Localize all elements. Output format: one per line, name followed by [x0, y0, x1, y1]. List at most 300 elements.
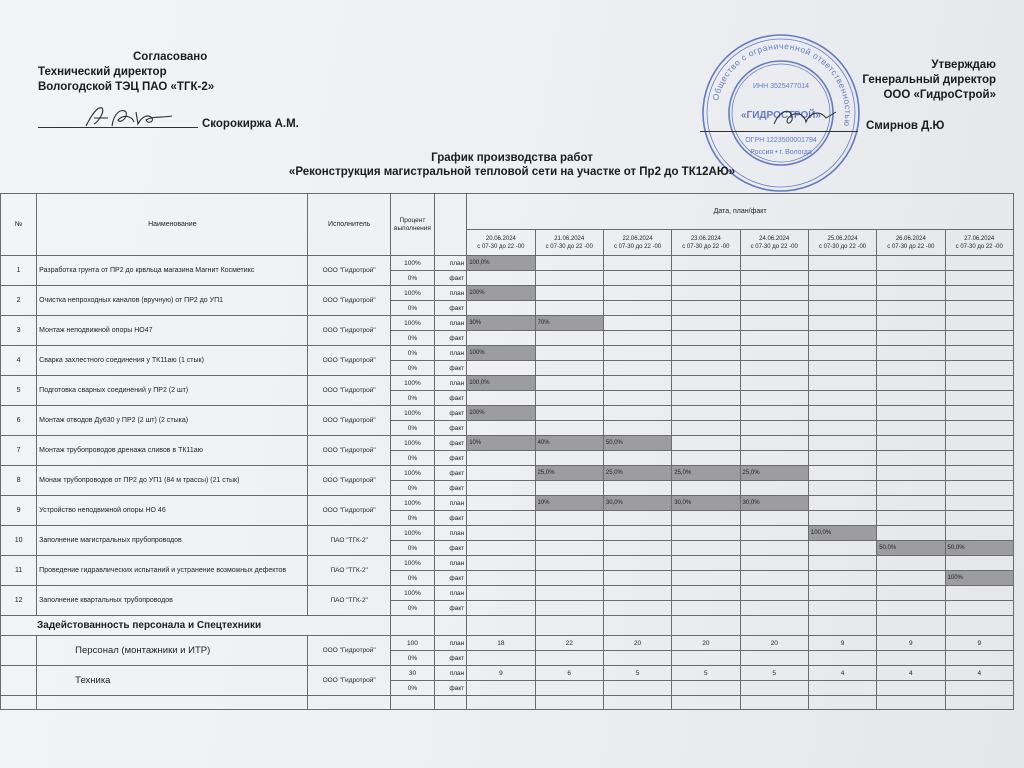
- gantt-cell: [877, 406, 945, 421]
- gantt-cell: [535, 571, 603, 586]
- date-label: 24.06.2024: [759, 235, 790, 242]
- gantt-cell: [877, 421, 945, 436]
- date-time: с 07-30 до 22 -00: [955, 243, 1003, 250]
- date-time: с 07-30 до 22 -00: [818, 243, 867, 250]
- gantt-cell: [672, 331, 740, 346]
- gantt-cell: [603, 286, 671, 301]
- empty-cell: [603, 616, 671, 636]
- row-executor: ООО "Гидротрой": [308, 636, 390, 666]
- row-type: план: [435, 256, 467, 271]
- row-type: план: [435, 666, 467, 681]
- gantt-cell: 30,0%: [740, 496, 808, 511]
- stamp-ring-text: Общество с ограниченной ответственностью: [710, 40, 854, 128]
- row-percent: 100%: [390, 256, 434, 271]
- row-name: Монтаж трубопроводов дренажа сливов в ТК11аю: [37, 436, 308, 466]
- gantt-cell: 4: [808, 666, 876, 681]
- row-number: [1, 636, 37, 666]
- row-type: план: [435, 636, 467, 651]
- gantt-cell: [740, 376, 808, 391]
- row-name: Монаж трубопроводов от ПР2 до УП1 (84 м трассы) (21 стык): [37, 466, 308, 496]
- gantt-cell: [467, 586, 535, 601]
- resources-title: Задейстованность персонала и Спецтехники: [1, 616, 391, 636]
- gantt-cell: [945, 361, 1013, 376]
- gantt-cell: [877, 376, 945, 391]
- row-type: план: [435, 526, 467, 541]
- row-type: факт: [435, 391, 467, 406]
- gantt-cell: 6: [535, 666, 603, 681]
- gantt-cell: [603, 376, 671, 391]
- gantt-cell: [535, 541, 603, 556]
- gantt-cell: [740, 256, 808, 271]
- gantt-cell: [808, 361, 876, 376]
- gantt-cell: [535, 601, 603, 616]
- header-name: Наименование: [37, 194, 308, 256]
- row-type: план: [435, 316, 467, 331]
- gantt-cell: 50,0%: [945, 541, 1013, 556]
- row-percent: 100%: [390, 496, 434, 511]
- gantt-cell: [467, 331, 535, 346]
- gantt-cell: [877, 301, 945, 316]
- empty-cell: [945, 616, 1013, 636]
- gantt-cell: [603, 346, 671, 361]
- empty-cell: [603, 696, 671, 710]
- row-type: факт: [435, 466, 467, 481]
- gantt-cell: 100%: [467, 286, 535, 301]
- gantt-cell: [945, 346, 1013, 361]
- gantt-cell: [877, 481, 945, 496]
- row-name: Персонал (монтажники и ИТР): [37, 636, 308, 666]
- row-executor: ПАО "ТГК-2": [308, 526, 390, 556]
- row-type: факт: [435, 651, 467, 666]
- empty-cell: [390, 696, 434, 710]
- gantt-cell: [672, 376, 740, 391]
- row-percent: 0%: [390, 271, 434, 286]
- date-time: с 07-30 до 22 -00: [682, 243, 730, 250]
- date-header: [877, 230, 945, 256]
- gantt-cell: [603, 256, 671, 271]
- row-type: план: [435, 346, 467, 361]
- row-name: Устройство неподвижной опоры НО 46: [37, 496, 308, 526]
- row-name: Заполнение магистральных прубопроводов: [37, 526, 308, 556]
- gantt-cell: 5: [603, 666, 671, 681]
- gantt-cell: [740, 421, 808, 436]
- row-executor: ООО "Гидротрой": [308, 286, 390, 316]
- row-percent: 0%: [390, 346, 434, 361]
- gantt-cell: [945, 466, 1013, 481]
- row-percent: 100%: [390, 376, 434, 391]
- gantt-cell: 25,0%: [535, 466, 603, 481]
- gantt-cell: [945, 271, 1013, 286]
- gantt-cell: [740, 271, 808, 286]
- row-executor: ООО "Гидротрой": [308, 666, 390, 696]
- gantt-cell: [945, 681, 1013, 696]
- row-number: [1, 666, 37, 696]
- date-time: с 07-30 до 22 -00: [613, 243, 662, 250]
- gantt-cell: [535, 361, 603, 376]
- row-executor: ООО "Гидротрой": [308, 466, 390, 496]
- gantt-cell: [603, 681, 671, 696]
- row-executor: ООО "Гидротрой": [308, 376, 390, 406]
- gantt-cell: [808, 346, 876, 361]
- row-percent: 0%: [390, 301, 434, 316]
- task-row-plan: [1, 436, 1014, 451]
- gantt-cell: [740, 586, 808, 601]
- empty-cell: [37, 696, 308, 710]
- gantt-cell: 25,0%: [740, 466, 808, 481]
- gantt-cell: [467, 466, 535, 481]
- gantt-cell: [877, 436, 945, 451]
- row-executor: ПАО "ТГК-2": [308, 586, 390, 616]
- row-name: Техника: [37, 666, 308, 696]
- row-type: факт: [435, 511, 467, 526]
- stamp-ogrn: ОГРН 1223500001794: [745, 137, 817, 144]
- row-percent: 0%: [390, 421, 434, 436]
- gantt-cell: [740, 406, 808, 421]
- gantt-cell: [535, 586, 603, 601]
- gantt-cell: [808, 496, 876, 511]
- gantt-cell: [672, 541, 740, 556]
- gantt-cell: [740, 391, 808, 406]
- gantt-cell: [535, 331, 603, 346]
- gantt-cell: [877, 556, 945, 571]
- row-number: 3: [1, 316, 37, 346]
- task-row-plan: [1, 466, 1014, 481]
- gantt-cell: [945, 481, 1013, 496]
- gantt-cell: [808, 466, 876, 481]
- row-number: 10: [1, 526, 37, 556]
- row-type: факт: [435, 436, 467, 451]
- gantt-cell: [945, 421, 1013, 436]
- gantt-cell: [808, 286, 876, 301]
- approval-right: [862, 58, 996, 103]
- task-row-plan: [1, 496, 1014, 511]
- approval-left-name: Скорокиржа А.М.: [202, 118, 299, 130]
- gantt-cell: [603, 511, 671, 526]
- row-type: факт: [435, 451, 467, 466]
- empty-cell: [877, 696, 945, 710]
- gantt-cell: [808, 651, 876, 666]
- gantt-cell: [535, 286, 603, 301]
- gantt-cell: [945, 376, 1013, 391]
- gantt-cell: [945, 256, 1013, 271]
- gantt-cell: [808, 601, 876, 616]
- gantt-cell: [535, 556, 603, 571]
- gantt-cell: [535, 271, 603, 286]
- date-time: с 07-30 до 22 -00: [477, 243, 525, 250]
- gantt-cell: 25,0%: [603, 466, 671, 481]
- personnel-row-plan: [1, 636, 1014, 651]
- date-label: 20.06.2024: [485, 235, 516, 242]
- gantt-cell: [877, 466, 945, 481]
- header-executor: Исполнитель: [308, 194, 390, 256]
- gantt-cell: [603, 421, 671, 436]
- row-name: Очистка непроходных каналов (вручную) от ПР2 до УП1: [37, 286, 308, 316]
- gantt-cell: [808, 511, 876, 526]
- gantt-cell: [672, 601, 740, 616]
- gantt-cell: [672, 361, 740, 376]
- stamp-inn: ИНН 3525477014: [752, 83, 810, 90]
- row-number: 8: [1, 466, 37, 496]
- empty-cell: [808, 696, 876, 710]
- date-header: [672, 230, 740, 256]
- gantt-cell: [467, 556, 535, 571]
- gantt-cell: [877, 681, 945, 696]
- gantt-cell: [877, 271, 945, 286]
- empty-row: [1, 696, 1014, 710]
- gantt-cell: [740, 526, 808, 541]
- gantt-cell: 50,0%: [877, 541, 945, 556]
- empty-cell: [435, 616, 467, 636]
- gantt-cell: [945, 601, 1013, 616]
- gantt-cell: [535, 406, 603, 421]
- gantt-cell: 70%: [535, 316, 603, 331]
- gantt-cell: [945, 406, 1013, 421]
- row-executor: ООО "Гидротрой": [308, 406, 390, 436]
- empty-cell: [1, 696, 37, 710]
- gantt-cell: [603, 586, 671, 601]
- gantt-cell: [808, 571, 876, 586]
- document-title: График производства работ: [431, 152, 593, 164]
- gantt-cell: [877, 361, 945, 376]
- stamp-center: «ГИДРОСТРОЙ»: [740, 110, 822, 121]
- empty-cell: [467, 616, 535, 636]
- empty-cell: [435, 696, 467, 710]
- row-number: 7: [1, 436, 37, 466]
- gantt-cell: [535, 511, 603, 526]
- gantt-cell: [945, 286, 1013, 301]
- row-executor: ООО "Гидротрой": [308, 346, 390, 376]
- row-type: факт: [435, 361, 467, 376]
- header-dates-title: Дата, план/факт: [467, 194, 1014, 230]
- row-percent: 0%: [390, 331, 434, 346]
- date-header: [808, 230, 876, 256]
- gantt-cell: [877, 346, 945, 361]
- gantt-cell: [672, 651, 740, 666]
- row-number: 4: [1, 346, 37, 376]
- gantt-cell: [945, 526, 1013, 541]
- row-type: факт: [435, 406, 467, 421]
- gantt-cell: [877, 496, 945, 511]
- gantt-cell: [467, 496, 535, 511]
- gantt-cell: [603, 301, 671, 316]
- empty-cell: [945, 696, 1013, 710]
- row-percent: 100%: [390, 406, 434, 421]
- signature-line-right: [700, 131, 858, 132]
- gantt-cell: [672, 451, 740, 466]
- gantt-cell: 10%: [535, 496, 603, 511]
- gantt-cell: [945, 511, 1013, 526]
- gantt-cell: 9: [467, 666, 535, 681]
- gantt-cell: [808, 301, 876, 316]
- gantt-cell: [672, 586, 740, 601]
- gantt-cell: [740, 436, 808, 451]
- approval-left: [38, 50, 214, 95]
- row-executor: ООО "Гидротрой": [308, 256, 390, 286]
- date-time: с 07-30 до 22 -00: [750, 243, 798, 250]
- date-time: с 07-30 до 22 -00: [887, 243, 935, 250]
- date-label: 25.06.2024: [827, 235, 858, 242]
- gantt-cell: [808, 586, 876, 601]
- gantt-cell: [808, 421, 876, 436]
- gantt-cell: [945, 316, 1013, 331]
- gantt-cell: [535, 301, 603, 316]
- empty-cell: [672, 696, 740, 710]
- gantt-cell: 30%: [467, 316, 535, 331]
- gantt-cell: [535, 481, 603, 496]
- empty-cell: [535, 616, 603, 636]
- row-type: факт: [435, 301, 467, 316]
- empty-cell: [808, 616, 876, 636]
- gantt-cell: 100,0%: [808, 526, 876, 541]
- gantt-cell: [535, 681, 603, 696]
- gantt-cell: [740, 571, 808, 586]
- gantt-cell: 9: [877, 636, 945, 651]
- row-number: 5: [1, 376, 37, 406]
- row-percent: 100%: [390, 316, 434, 331]
- gantt-cell: [672, 346, 740, 361]
- row-percent: 30: [390, 666, 434, 681]
- row-percent: 100%: [390, 286, 434, 301]
- gantt-cell: [945, 331, 1013, 346]
- gantt-cell: [603, 601, 671, 616]
- date-label: 21.06.2024: [554, 235, 585, 242]
- task-row-plan: [1, 256, 1014, 271]
- gantt-cell: [467, 451, 535, 466]
- row-percent: 0%: [390, 541, 434, 556]
- date-time: с 07-30 до 22 -00: [545, 243, 593, 250]
- approval-right-org: ООО «ГидроСтрой»: [883, 89, 996, 101]
- gantt-cell: [808, 541, 876, 556]
- gantt-cell: [535, 651, 603, 666]
- gantt-cell: [467, 651, 535, 666]
- gantt-cell: [603, 316, 671, 331]
- row-name: Подготовка сварных соединений у ПР2 (2 шт): [37, 376, 308, 406]
- gantt-cell: [877, 651, 945, 666]
- gantt-cell: [945, 556, 1013, 571]
- gantt-cell: [535, 391, 603, 406]
- gantt-cell: 5: [740, 666, 808, 681]
- gantt-cell: [672, 316, 740, 331]
- row-percent: 0%: [390, 481, 434, 496]
- gantt-cell: [535, 256, 603, 271]
- empty-cell: [672, 616, 740, 636]
- gantt-cell: [672, 681, 740, 696]
- gantt-cell: [740, 681, 808, 696]
- gantt-cell: 30,0%: [603, 496, 671, 511]
- row-type: план: [435, 586, 467, 601]
- gantt-cell: 20: [672, 636, 740, 651]
- gantt-cell: [945, 451, 1013, 466]
- gantt-cell: [672, 286, 740, 301]
- gantt-cell: [740, 601, 808, 616]
- gantt-cell: [808, 391, 876, 406]
- gantt-cell: [467, 571, 535, 586]
- gantt-cell: [740, 286, 808, 301]
- empty-cell: [467, 696, 535, 710]
- date-header: [535, 230, 603, 256]
- empty-cell: [740, 616, 808, 636]
- stamp-city: Россия • г. Вологда: [750, 149, 812, 156]
- gantt-cell: [740, 346, 808, 361]
- row-percent: 0%: [390, 601, 434, 616]
- resources-section-row: [1, 616, 1014, 636]
- row-name: Монтаж отводов Ду630 у ПР2 (2 шт) (2 стыка): [37, 406, 308, 436]
- gantt-cell: [808, 256, 876, 271]
- gantt-cell: [740, 651, 808, 666]
- gantt-cell: 100%: [467, 406, 535, 421]
- task-row-plan: [1, 586, 1014, 601]
- date-header: [603, 230, 671, 256]
- date-label: 23.06.2024: [690, 235, 721, 242]
- empty-cell: [877, 616, 945, 636]
- gantt-cell: [467, 541, 535, 556]
- gantt-cell: [808, 406, 876, 421]
- gantt-cell: [740, 301, 808, 316]
- gantt-cell: [467, 301, 535, 316]
- date-label: 26.06.2024: [895, 235, 926, 242]
- gantt-cell: [945, 496, 1013, 511]
- gantt-cell: [672, 526, 740, 541]
- empty-cell: [740, 696, 808, 710]
- gantt-cell: [603, 651, 671, 666]
- gantt-cell: [808, 681, 876, 696]
- row-percent: 100%: [390, 526, 434, 541]
- row-type: факт: [435, 571, 467, 586]
- gantt-cell: [740, 511, 808, 526]
- gantt-cell: [603, 331, 671, 346]
- gantt-cell: [467, 681, 535, 696]
- row-percent: 0%: [390, 651, 434, 666]
- gantt-cell: 40%: [535, 436, 603, 451]
- row-percent: 0%: [390, 451, 434, 466]
- gantt-cell: [535, 346, 603, 361]
- document-subtitle: «Реконструкция магистральной тепловой сети на участке от Пр2 до ТК12АЮ»: [288, 166, 736, 178]
- date-header: [740, 230, 808, 256]
- row-percent: 100%: [390, 466, 434, 481]
- row-number: 9: [1, 496, 37, 526]
- row-name: Заполнение квартальных трубопроводов: [37, 586, 308, 616]
- gantt-cell: 22: [535, 636, 603, 651]
- row-type: факт: [435, 541, 467, 556]
- row-type: план: [435, 556, 467, 571]
- gantt-cell: 4: [877, 666, 945, 681]
- gantt-cell: [603, 481, 671, 496]
- gantt-cell: [808, 481, 876, 496]
- gantt-cell: [672, 436, 740, 451]
- row-percent: 100: [390, 636, 434, 651]
- row-executor: ООО "Гидротрой": [308, 316, 390, 346]
- approval-left-agreed: Согласовано: [133, 51, 208, 63]
- gantt-cell: [603, 391, 671, 406]
- gantt-cell: [467, 601, 535, 616]
- approval-right-approve: Утверждаю: [931, 59, 996, 71]
- row-type: факт: [435, 601, 467, 616]
- gantt-cell: [672, 256, 740, 271]
- row-number: 2: [1, 286, 37, 316]
- row-type: факт: [435, 331, 467, 346]
- gantt-cell: [877, 256, 945, 271]
- task-row-plan: [1, 286, 1014, 301]
- gantt-cell: 10%: [467, 436, 535, 451]
- gantt-cell: [603, 556, 671, 571]
- row-type: факт: [435, 681, 467, 696]
- gantt-cell: [467, 361, 535, 376]
- row-percent: 0%: [390, 571, 434, 586]
- approval-left-org: Вологодской ТЭЦ ПАО «ТГК-2»: [38, 81, 215, 93]
- date-header: [945, 230, 1013, 256]
- gantt-cell: 50,0%: [603, 436, 671, 451]
- gantt-cell: [808, 376, 876, 391]
